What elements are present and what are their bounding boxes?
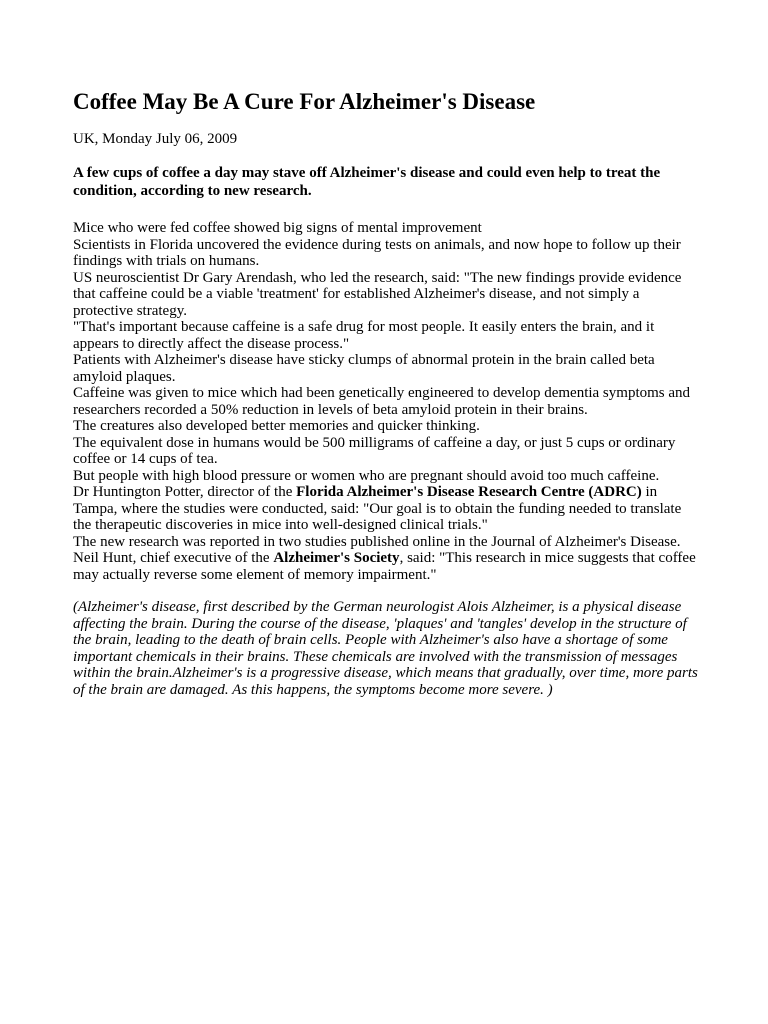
paragraph-4: "That's important because caffeine is a safe drug for most people. It easily enters the brain, and it appears to directly affect the disease process." [73,319,655,352]
article-lead: A few cups of coffee a day may stave off Alzheimer's disease and could even help to treat the condition, according to new research. [73,165,661,199]
paragraph-12-text-end: , said: "This research in mice suggests that coffee may actually reverse some element of memory impairment." [73,550,696,583]
paragraph-10 [73,484,698,534]
paragraph-10-text-start: Dr Huntington Potter, director of the [73,484,297,500]
paragraph-8: The equivalent dose in humans would be 500 milligrams of caffeine a day, or just 5 cups or ordinary coffee or 14 cups of tea. [73,434,676,467]
article-dateline: UK, Monday July 06, 2009 [73,131,238,147]
paragraph-12-text-start: Neil Hunt, chief executive of the [73,550,274,566]
paragraph-3: US neuroscientist Dr Gary Arendash, who led the research, said: "The new findings provide evidence that caffeine could be a viable 'treatment' for established Alzheimer's disease, and not simply a protective strategy. [73,269,682,319]
paragraph-10-text-end: in Tampa, where the studies were conducted, said: "Our goal is to obtain the funding needed to translate the therapeutic discoveries in mice into well-designed clinical trials." [73,484,682,533]
paragraph-12 [73,550,698,583]
paragraph-2: Scientists in Florida uncovered the evidence during tests on animals, and now hope to follow up their findings with trials on humans. [73,236,681,269]
article-title: Coffee May Be A Cure For Alzheimer's Disease [73,89,536,114]
article-note: (Alzheimer's disease, first described by the German neurologist Alois Alzheimer, is a physical disease affecting the brain. During the course of the disease, 'plaques' and 'tangles' develop in the structure of the brain, leading to the death of brain cells. People with Alzheimer's also have a shortage of some important chemicals in their brains. These chemicals are involved with the transmission of messages within the brain.Alzheimer's is a progressive disease, which means that gradually, over time, more parts of the brain are damaged. As this happens, the symptoms become more severe. ) [73,599,698,698]
paragraph-6: Caffeine was given to mice which had been genetically engineered to develop dementia symptoms and researchers recorded a 50% reduction in levels of beta amyloid protein in their brains. [73,385,691,418]
paragraph-1: Mice who were fed coffee showed big signs of mental improvement [73,220,482,236]
adrc-name: Florida Alzheimer's Disease Research Centre (ADRC) [296,484,642,500]
paragraph-7: The creatures also developed better memories and quicker thinking. [73,418,480,434]
paragraph-5: Patients with Alzheimer's disease have sticky clumps of abnormal protein in the brain called beta amyloid plaques. [73,352,655,385]
paragraph-9: But people with high blood pressure or women who are pregnant should avoid too much caffeine. [73,467,660,484]
paragraph-11: The new research was reported in two studies published online in the Journal of Alzheimer's Disease. [73,533,681,550]
alzheimers-society-name: Alzheimer's Society [273,550,400,566]
article-body [73,220,698,583]
